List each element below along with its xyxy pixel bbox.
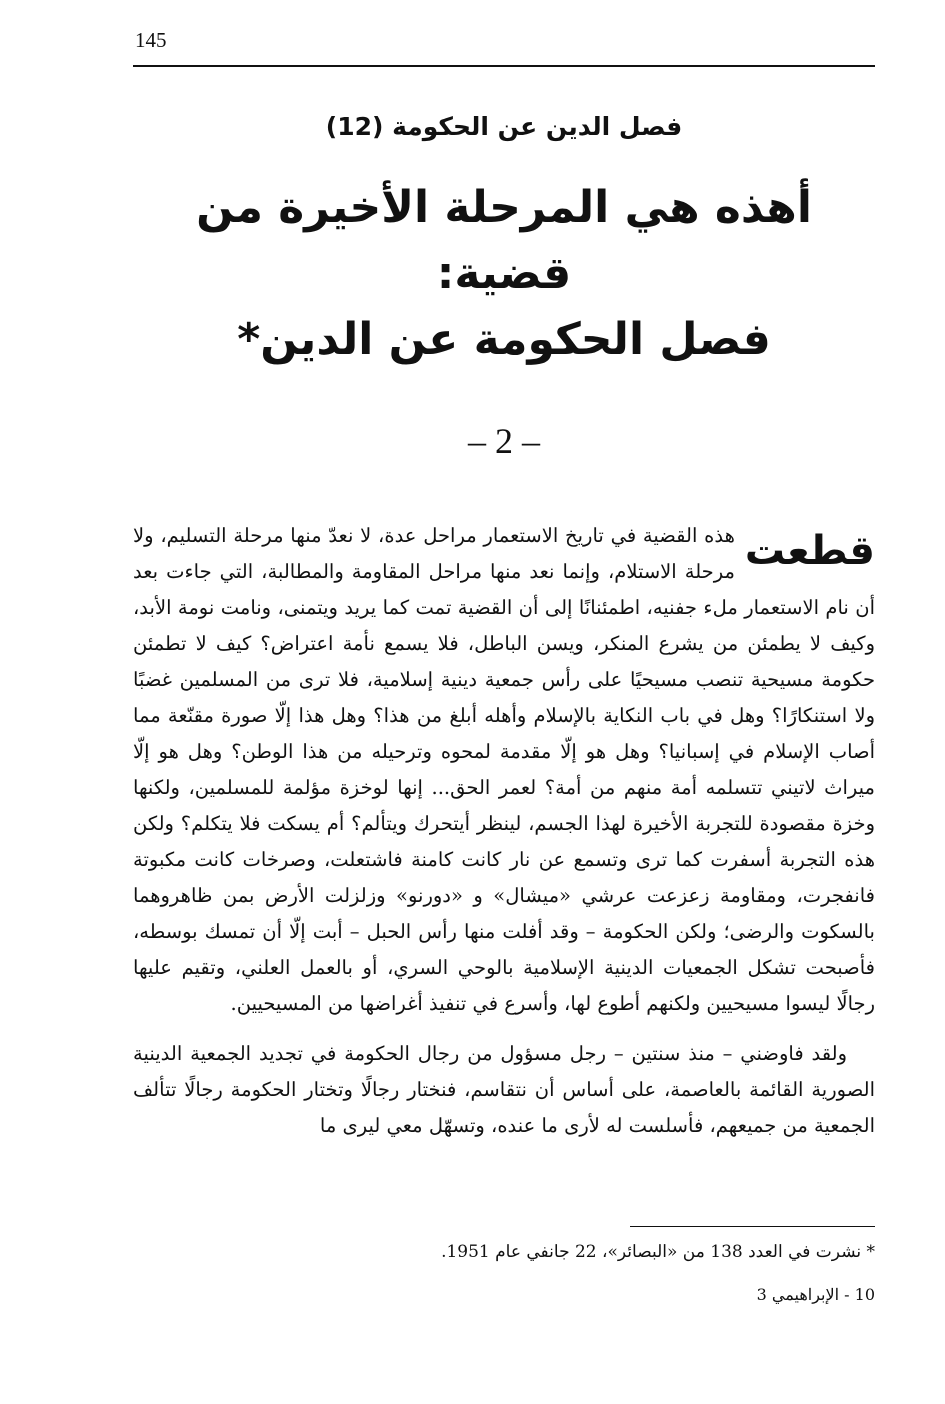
series-title: فصل الدين عن الحكومة (12) xyxy=(325,112,683,141)
main-title xyxy=(133,175,875,373)
footnote: * نشرت في العدد 138 من «البصائر»، 22 جانفي عام 1951. xyxy=(441,1242,875,1262)
header-rule xyxy=(133,65,875,67)
drop-word: قطعت xyxy=(744,528,875,574)
paragraph-1-text: هذه القضية في تاريخ الاستعمار مراحل عدة، لا نعدّ منها مرحلة التسليم، ولا مرحلة الاستلام، وإنما نعد منها مراحل المقاومة والمطالبة، التي جاءت بعد أن نام الاستعمار ملء جفنيه، اطمئنانًا إلى أن القضية تمت كما يريد ويتمنى، ونامت نومة الأبد، وكيف لا يطمئن من يشرع المنكر، ويسن الباطل، فلا يسمع نأمة اعتراض؟ كيف لا تطمئن حكومة مسيحية تنصب مسيحيًا على رأس جمعية دينية إسلامية، فلا ترى من المسلمين غضبًا ولا استنكارًا؟ وهل في باب النكاية بالإسلام وأهله أبلغ من هذا؟ وهل هذا إلّا صورة مقنّعة مما أصاب الإسلام في إسبانيا؟ وهل هو إلّا مقدمة لمحوه وترحيله من هذا الوطن؟ وهل هو إلّا ميراث لاتيني تتسلمه أمة منهم من أمة؟ لعمر الحق... إنها لوخزة مؤلمة للمسلمين، ولكنها وخزة مقصودة للتجربة الأخيرة لهذا الجسم، لينظر أيتحرك ويتألم؟ أم يسكت فلا يتكلم؟ ولكن هذه التجربة أسفرت كما ترى وتسمع عن نار كانت كامنة فاشتعلت، وصرخات كانت مكبوتة فانفجرت، ومقاومة زعزعت عرشي «ميشال» و «دورنو» وزلزلت الأرض بمن ظاهروهما بالسكوت والرضى؛ ولكن الحكومة – وقد أفلت منها رأس الحبل – أبت إلّا أن تمسك بوسطه، فأصبحت تشكل الجمعيات الدينية الإسلامية بالوحي السري، أو بالعمل العلني، وتقيم عليها رجالًا ليسوا مسيحيين ولكنهم أطوع لها، وأسرع في تنفيذ أغراضها من المسيحيين. xyxy=(133,524,875,1015)
page-number: 145 xyxy=(135,28,167,52)
main-title-line-2: فصل الحكومة عن الدين* xyxy=(237,314,771,365)
sheet-mark: 10 - الإبراهيمي 3 xyxy=(756,1285,875,1304)
paragraph-1 xyxy=(133,518,875,1022)
section-number: – 2 – xyxy=(468,421,540,461)
main-title-line-1: أهذه هي المرحلة الأخيرة من قضية: xyxy=(196,182,812,299)
article-body xyxy=(133,518,875,1144)
footnote-rule xyxy=(630,1226,875,1227)
paragraph-2: ولقد فاوضني – منذ سنتين – رجل مسؤول من رجال الحكومة في تجديد الجمعية الدينية الصورية القائمة بالعاصمة، على أساس أن نتقاسم، فنختار رجالًا وتختار الحكومة رجالًا تتألف الجمعية من جميعهم، فأسلست له لأرى ما عنده، وتسهّل معي ليرى ما xyxy=(133,1042,875,1137)
